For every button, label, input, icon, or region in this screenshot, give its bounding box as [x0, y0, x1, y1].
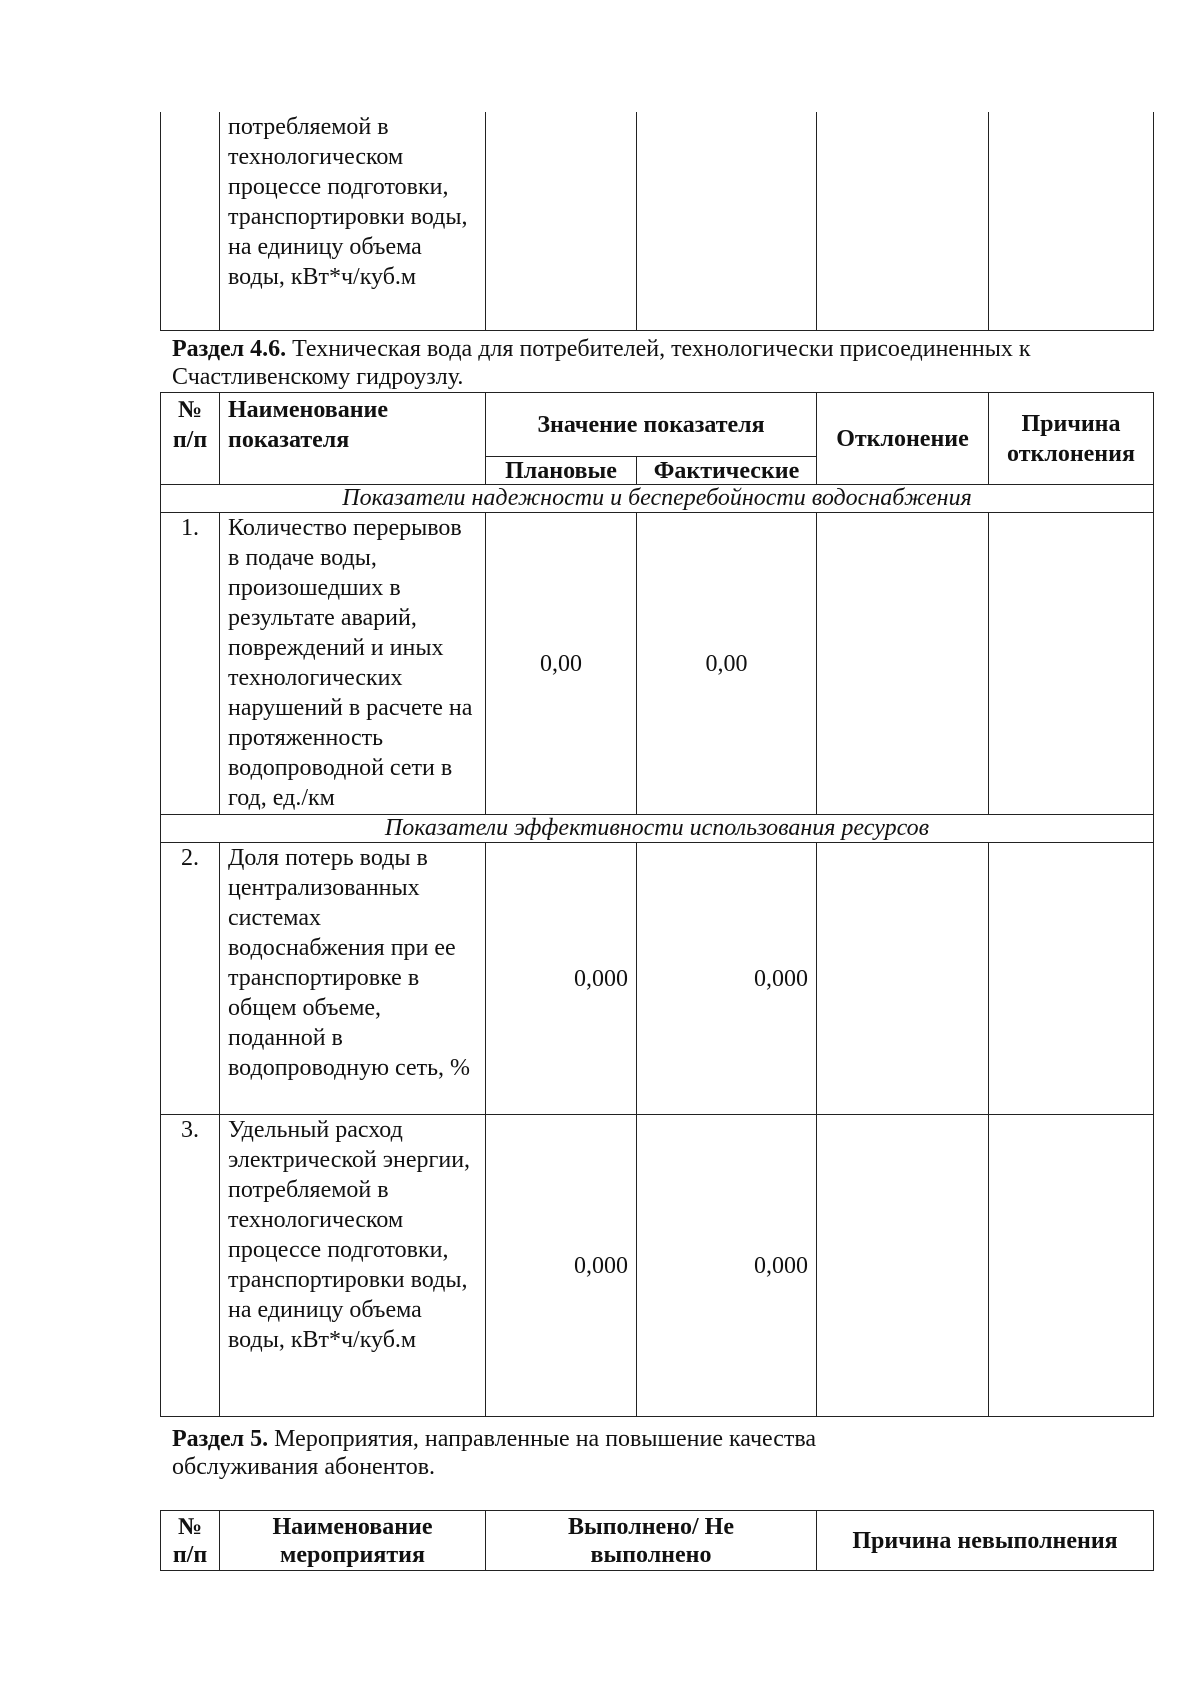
section-4-6-caption-text: Техническая вода для потребителей, технологически присоединенных к Счастливенскому гидроузлу. [172, 336, 1031, 390]
s5-header-name: Наименование мероприятия [220, 1511, 486, 1571]
header-num: № п/п [161, 393, 220, 485]
s5-header-num: № п/п [161, 1511, 220, 1571]
row-2-fact: 0,000 [637, 843, 817, 1115]
row-3-name: Удельный расход электрической энергии, потребляемой в технологическом процессе подготовки, транспортировки воды, на единицу объема воды, кВт*ч/куб.м [220, 1115, 486, 1417]
row-2-name: Доля потерь воды в централизованных системах водоснабжения при ее транспортировке в общем объеме, поданной в водопроводную сеть, % [220, 843, 486, 1115]
row-3-deviation [817, 1115, 989, 1417]
section-5-caption-text: Мероприятия, направленные на повышение качества обслуживания абонентов. [172, 1426, 817, 1480]
row-1-deviation [817, 513, 989, 815]
cell-reason [989, 112, 1154, 330]
cell-plan [486, 112, 637, 330]
cell-fact [637, 112, 817, 330]
group-header-efficiency: Показатели эффективности использования ресурсов [161, 815, 1154, 843]
continuation-table [160, 112, 1154, 331]
row-1-num: 1. [161, 513, 220, 815]
row-1-fact: 0,00 [637, 513, 817, 815]
s5-header-done: Выполнено/ Не выполнено [486, 1511, 817, 1571]
s5-header-reason: Причина невыполнения [817, 1511, 1154, 1571]
section-4-6-caption-title: Раздел 4.6. [172, 336, 287, 362]
row-2-plan: 0,000 [486, 843, 637, 1115]
row-3-num: 3. [161, 1115, 220, 1417]
header-plan: Плановые [486, 457, 637, 485]
row-2-num: 2. [161, 843, 220, 1115]
header-name: Наименование показателя [220, 393, 486, 485]
row-1-plan: 0,00 [486, 513, 637, 815]
group-header-reliability: Показатели надежности и бесперебойности водоснабжения [161, 485, 1154, 513]
cell-num [161, 112, 220, 330]
row-3-fact: 0,000 [637, 1115, 817, 1417]
section-5-table [160, 1510, 1154, 1571]
section-4-6-table [160, 392, 1154, 1417]
section-5-caption-title: Раздел 5. [172, 1426, 269, 1452]
header-value: Значение показателя [486, 393, 817, 457]
row-3-plan: 0,000 [486, 1115, 637, 1417]
row-1-reason [989, 513, 1154, 815]
row-1-name: Количество перерывов в подаче воды, произошедших в результате аварий, повреждений и иных технологических нарушений в расчете на протяженность водопроводной сети в год, ед./км [220, 513, 486, 815]
row-2-reason [989, 843, 1154, 1115]
section-4-6-caption [172, 335, 1132, 391]
header-deviation: Отклонение [817, 393, 989, 485]
header-fact: Фактические [637, 457, 817, 485]
row-2-deviation [817, 843, 989, 1115]
cell-deviation [817, 112, 989, 330]
row-3-reason [989, 1115, 1154, 1417]
section-5-caption [172, 1425, 892, 1481]
cell-indicator-name: потребляемой в технологическом процессе подготовки, транспортировки воды, на единицу объема воды, кВт*ч/куб.м [220, 112, 486, 330]
header-reason: Причина отклонения [989, 393, 1154, 485]
